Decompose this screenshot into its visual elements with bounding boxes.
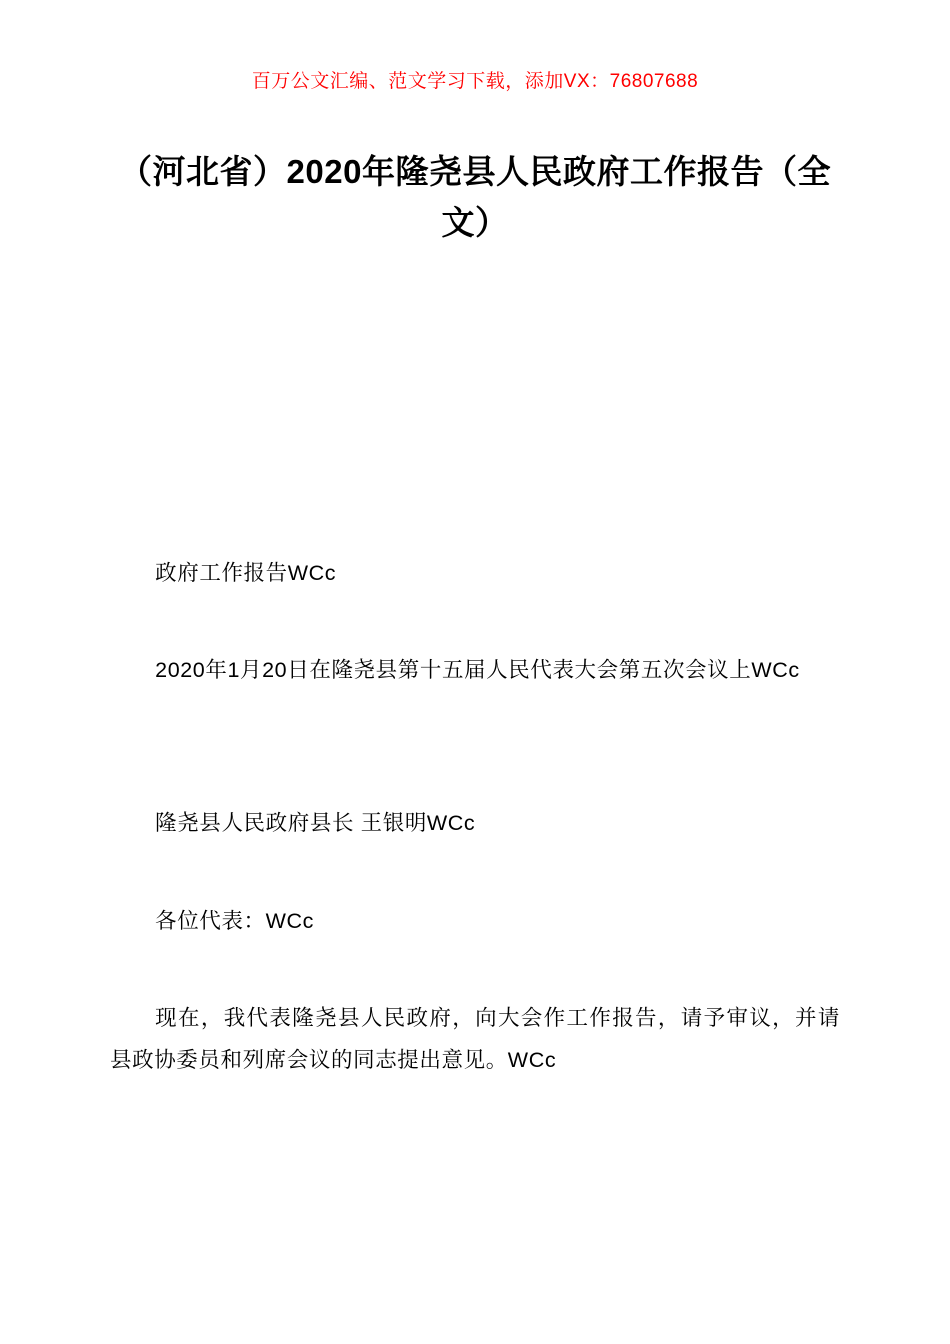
paragraph-report-heading: 政府工作报告WCc (155, 561, 337, 585)
paragraph-meeting-info: 2020年1月20日在隆尧县第十五届人民代表大会第五次会议上WCc (155, 658, 800, 682)
paragraph-salutation: 各位代表：WCc (155, 909, 315, 933)
watermark-promo-text: 百万公文汇编、范文学习下载，添加VX：76807688 (251, 71, 699, 92)
page-title: （河北省）2020年隆尧县人民政府工作报告（全文） (119, 153, 831, 242)
paragraph-opening-statement: 现在，我代表隆尧县人民政府，向大会作工作报告，请予审议，并请县政协委员和列席会议的同志提出意见。WCc (110, 1006, 840, 1072)
paragraph-speaker: 隆尧县人民政府县长 王银明WCc (155, 811, 476, 835)
